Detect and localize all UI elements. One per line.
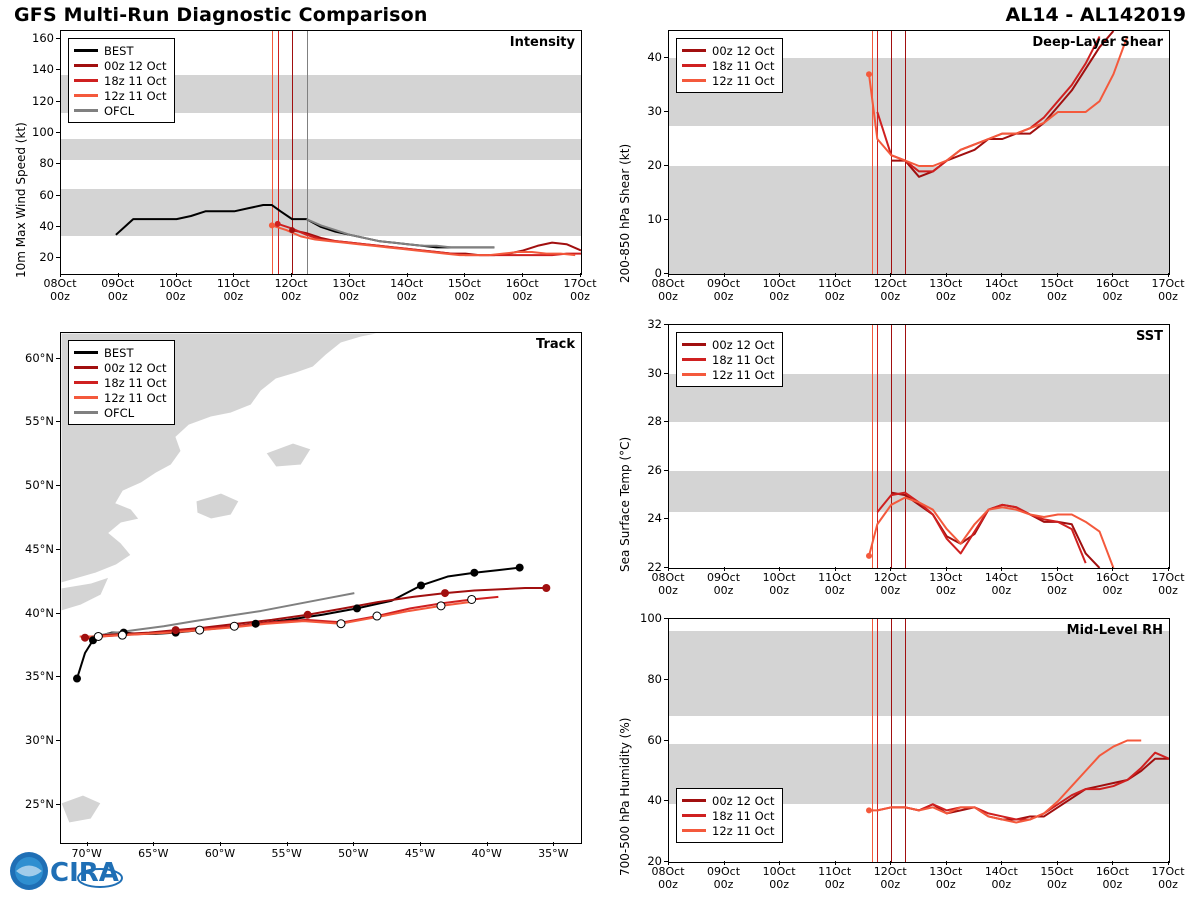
track-marker — [94, 632, 102, 640]
x-tick-label: 70°W — [71, 847, 102, 860]
y-tick-label: 22 — [647, 560, 662, 574]
x-tick-mark — [946, 567, 947, 571]
x-tick-label: 12Oct 00z — [274, 277, 308, 303]
x-tick-label: 15Oct 00z — [1040, 571, 1074, 597]
track-title: Track — [536, 337, 575, 352]
intensity-legend — [68, 38, 175, 123]
x-tick-mark — [1001, 861, 1002, 865]
y-tick-label: 20 — [39, 250, 54, 265]
y-tick-label: 30 — [647, 104, 662, 118]
legend-swatch-18z11 — [74, 79, 98, 82]
track-panel — [0, 330, 595, 890]
y-tick-label: 60°N — [25, 350, 54, 365]
y-tick-label: 55°N — [25, 414, 54, 429]
x-tick-mark — [1057, 273, 1058, 277]
x-tick-label: 14Oct 00z — [984, 277, 1018, 303]
track-marker — [252, 620, 260, 628]
x-tick-label: 16Oct 00z — [505, 277, 539, 303]
x-tick-mark — [890, 273, 891, 277]
intensity-panel — [0, 28, 595, 313]
legend-swatch-18z11 — [682, 64, 706, 67]
x-tick-mark — [835, 567, 836, 571]
x-tick-label: 15Oct 00z — [1040, 277, 1074, 303]
series-line — [272, 225, 575, 255]
series-line — [891, 31, 1113, 177]
legend-label: BEST — [104, 345, 134, 360]
x-tick-mark — [153, 842, 154, 846]
y-tick-label: 45°N — [25, 541, 54, 556]
x-tick-label: 16Oct 00z — [1095, 865, 1129, 891]
y-tick-label: 40°N — [25, 605, 54, 620]
x-tick-mark — [890, 567, 891, 571]
x-tick-mark — [835, 861, 836, 865]
legend-label: 18z 11 Oct — [712, 352, 775, 367]
shear-panel — [600, 28, 1200, 313]
x-tick-label: 16Oct 00z — [1095, 571, 1129, 597]
series-marker — [866, 807, 872, 813]
x-tick-mark — [1001, 567, 1002, 571]
x-tick-label: 13Oct 00z — [929, 571, 963, 597]
x-tick-label: 11Oct 00z — [216, 277, 250, 303]
x-tick-label: 10Oct 00z — [762, 277, 796, 303]
y-tick-label: 35°N — [25, 669, 54, 684]
y-tick-label: 20 — [647, 158, 662, 172]
x-tick-label: 13Oct 00z — [929, 865, 963, 891]
x-tick-label: 17Oct 00z — [1151, 277, 1185, 303]
legend-label: 18z 11 Oct — [104, 73, 167, 88]
track-line — [77, 568, 520, 679]
legend-item — [74, 345, 167, 360]
x-tick-label: 60°W — [204, 847, 236, 860]
legend-swatch-18z11 — [682, 358, 706, 361]
y-tick-label: 0 — [654, 266, 662, 280]
x-tick-mark — [1168, 861, 1169, 865]
x-tick-mark — [779, 861, 780, 865]
x-tick-mark — [946, 861, 947, 865]
series-line — [877, 36, 1099, 171]
series-marker — [289, 227, 295, 233]
track-marker — [337, 620, 345, 628]
legend-label: BEST — [104, 43, 134, 58]
x-tick-label: 13Oct 00z — [332, 277, 366, 303]
legend-label: 12z 11 Oct — [104, 88, 167, 103]
x-tick-mark — [779, 567, 780, 571]
track-marker — [417, 581, 425, 589]
x-tick-mark — [233, 273, 234, 277]
x-tick-mark — [349, 273, 350, 277]
x-tick-mark — [1057, 861, 1058, 865]
sst-legend — [676, 332, 783, 387]
x-tick-mark — [464, 273, 465, 277]
legend-item — [74, 58, 167, 73]
x-tick-label: 14Oct 00z — [984, 865, 1018, 891]
series-marker — [275, 221, 281, 227]
legend-item — [682, 352, 775, 367]
x-tick-label: 08Oct 00z — [651, 277, 685, 303]
x-tick-label: 15Oct 00z — [447, 277, 481, 303]
x-tick-label: 12Oct 00z — [873, 571, 907, 597]
track-marker — [468, 595, 476, 603]
x-tick-label: 09Oct 00z — [707, 277, 741, 303]
x-tick-mark — [553, 842, 554, 846]
y-tick-label: 60 — [647, 732, 662, 747]
x-tick-mark — [487, 842, 488, 846]
shear-y-axis-label: 200-850 hPa Shear (kt) — [618, 143, 632, 283]
legend-swatch-12z11 — [682, 373, 706, 376]
sst-panel — [600, 317, 1200, 607]
cira-logo-text: CIRA — [50, 858, 119, 888]
x-tick-mark — [1001, 273, 1002, 277]
intensity-y-axis-label: 10m Max Wind Speed (kt) — [14, 122, 28, 278]
x-tick-label: 14Oct 00z — [390, 277, 424, 303]
series-line — [116, 205, 494, 247]
track-marker — [542, 584, 550, 592]
y-tick-label: 160 — [32, 30, 54, 45]
track-marker — [73, 675, 81, 683]
legend-item — [682, 793, 775, 808]
legend-item — [682, 808, 775, 823]
track-marker — [118, 631, 126, 639]
shear-title: Deep-Layer Shear — [1032, 35, 1163, 50]
x-tick-label: 11Oct 00z — [818, 277, 852, 303]
x-tick-label: 50°W — [338, 847, 369, 860]
legend-label: 00z 12 Oct — [104, 58, 167, 73]
x-tick-label: 10Oct 00z — [159, 277, 193, 303]
y-tick-label: 80 — [647, 671, 662, 686]
sst-title: SST — [1135, 329, 1163, 344]
x-tick-mark — [724, 567, 725, 571]
legend-swatch-00z12 — [682, 799, 706, 802]
legend-item — [74, 73, 167, 88]
legend-label: 00z 12 Oct — [712, 793, 775, 808]
legend-label: 12z 11 Oct — [104, 390, 167, 405]
y-tick-label: 40 — [647, 793, 662, 808]
track-marker — [81, 634, 89, 642]
series-marker — [866, 553, 872, 559]
x-tick-mark — [1168, 567, 1169, 571]
legend-label: OFCL — [104, 103, 135, 118]
legend-item — [682, 73, 775, 88]
x-tick-label: 16Oct 00z — [1095, 277, 1129, 303]
legend-label: 00z 12 Oct — [712, 43, 775, 58]
x-tick-mark — [1168, 273, 1169, 277]
x-tick-mark — [890, 861, 891, 865]
legend-swatch-12z11 — [682, 829, 706, 832]
x-tick-mark — [60, 273, 61, 277]
series-line — [891, 759, 1169, 820]
series-line — [877, 493, 1085, 563]
x-tick-mark — [176, 273, 177, 277]
legend-item — [74, 360, 167, 375]
x-tick-mark — [580, 273, 581, 277]
x-tick-mark — [1112, 861, 1113, 865]
x-tick-label: 09Oct 00z — [707, 571, 741, 597]
legend-label: 12z 11 Oct — [712, 73, 775, 88]
legend-item — [74, 375, 167, 390]
x-tick-label: 11Oct 00z — [818, 571, 852, 597]
legend-swatch-00z12 — [682, 343, 706, 346]
x-tick-mark — [946, 273, 947, 277]
legend-swatch-ofcl — [74, 109, 98, 112]
legend-label: 18z 11 Oct — [712, 808, 775, 823]
legend-label: 00z 12 Oct — [712, 337, 775, 352]
x-tick-label: 15Oct 00z — [1040, 865, 1074, 891]
x-tick-mark — [407, 273, 408, 277]
y-tick-label: 30°N — [25, 733, 54, 747]
x-tick-mark — [668, 861, 669, 865]
legend-item — [74, 88, 167, 103]
legend-label: OFCL — [104, 405, 135, 420]
legend-swatch-ofcl — [74, 411, 98, 414]
x-tick-label: 11Oct 00z — [818, 865, 852, 891]
x-tick-label: 45°W — [404, 847, 436, 860]
track-legend — [68, 340, 175, 425]
legend-item — [74, 390, 167, 405]
legend-swatch-00z12 — [74, 64, 98, 67]
header — [0, 4, 1200, 30]
x-tick-label: 08Oct 00z — [43, 277, 77, 303]
x-tick-mark — [1112, 567, 1113, 571]
x-tick-mark — [724, 273, 725, 277]
legend-label: 00z 12 Oct — [104, 360, 167, 375]
x-tick-label: 55°W — [271, 847, 302, 860]
legend-label: 18z 11 Oct — [712, 58, 775, 73]
x-tick-label: 35°W — [538, 847, 569, 860]
legend-item — [682, 823, 775, 838]
legend-item — [74, 43, 167, 58]
shear-legend — [676, 38, 783, 93]
storm-id: AL14 - AL142019 — [1005, 4, 1186, 26]
x-tick-mark — [87, 842, 88, 846]
x-tick-mark — [220, 842, 221, 846]
track-marker — [516, 564, 524, 572]
legend-swatch-best — [74, 49, 98, 52]
y-tick-label: 80 — [39, 156, 54, 171]
rh-y-axis-label: 700-500 hPa Humidity (%) — [618, 717, 632, 876]
track-line — [85, 588, 546, 638]
legend-swatch-00z12 — [74, 366, 98, 369]
track-marker — [304, 611, 312, 619]
x-tick-mark — [287, 842, 288, 846]
y-tick-label: 40 — [39, 218, 54, 233]
y-tick-label: 120 — [32, 93, 54, 108]
rh-panel — [600, 611, 1200, 901]
series-marker — [269, 222, 275, 228]
legend-item — [74, 103, 167, 118]
x-tick-label: 17Oct 00z — [563, 277, 597, 303]
legend-item — [682, 367, 775, 382]
x-tick-mark — [724, 861, 725, 865]
y-tick-label: 28 — [647, 414, 662, 429]
y-tick-label: 100 — [640, 611, 662, 625]
x-tick-mark — [668, 567, 669, 571]
x-tick-label: 12Oct 00z — [873, 865, 907, 891]
x-tick-mark — [118, 273, 119, 277]
x-tick-label: 10Oct 00z — [762, 571, 796, 597]
x-tick-label: 65°W — [138, 847, 169, 860]
y-tick-label: 50°N — [25, 478, 54, 492]
x-tick-label: 08Oct 00z — [651, 865, 685, 891]
legend-swatch-12z11 — [74, 94, 98, 97]
series-line — [869, 741, 1141, 823]
track-marker — [373, 612, 381, 620]
track-marker — [196, 626, 204, 634]
x-tick-label: 12Oct 00z — [873, 277, 907, 303]
x-tick-label: 10Oct 00z — [762, 865, 796, 891]
x-tick-mark — [779, 273, 780, 277]
rh-legend — [676, 788, 783, 843]
page-title: GFS Multi-Run Diagnostic Comparison — [14, 4, 428, 26]
rh-title: Mid-Level RH — [1066, 623, 1163, 638]
track-marker — [230, 622, 238, 630]
x-tick-mark — [353, 842, 354, 846]
x-tick-label: 09Oct 00z — [101, 277, 135, 303]
legend-item — [682, 43, 775, 58]
x-tick-mark — [668, 273, 669, 277]
x-tick-mark — [1112, 273, 1113, 277]
intensity-title: Intensity — [509, 35, 575, 50]
y-tick-label: 40 — [647, 50, 662, 64]
x-tick-label: 09Oct 00z — [707, 865, 741, 891]
track-marker — [470, 569, 478, 577]
cira-logo — [8, 848, 128, 894]
legend-label: 12z 11 Oct — [712, 823, 775, 838]
x-tick-mark — [291, 273, 292, 277]
y-tick-label: 26 — [647, 462, 662, 477]
x-tick-label: 17Oct 00z — [1151, 865, 1185, 891]
legend-label: 18z 11 Oct — [104, 375, 167, 390]
x-tick-mark — [420, 842, 421, 846]
legend-swatch-18z11 — [74, 381, 98, 384]
legend-item — [74, 405, 167, 420]
x-tick-label: 08Oct 00z — [651, 571, 685, 597]
sst-y-axis-label: Sea Surface Temp (°C) — [618, 436, 632, 572]
series-line — [307, 219, 495, 247]
track-marker — [441, 589, 449, 597]
x-tick-label: 17Oct 00z — [1151, 571, 1185, 597]
legend-swatch-18z11 — [682, 814, 706, 817]
x-tick-label: 13Oct 00z — [929, 277, 963, 303]
x-tick-label: 40°W — [471, 847, 502, 860]
y-tick-label: 20 — [647, 854, 662, 868]
legend-swatch-best — [74, 351, 98, 354]
y-tick-label: 32 — [647, 317, 662, 331]
legend-item — [682, 337, 775, 352]
x-tick-mark — [1057, 567, 1058, 571]
legend-swatch-12z11 — [682, 79, 706, 82]
legend-swatch-00z12 — [682, 49, 706, 52]
y-tick-label: 10 — [647, 212, 662, 226]
track-marker — [353, 604, 361, 612]
legend-item — [682, 58, 775, 73]
legend-swatch-12z11 — [74, 396, 98, 399]
y-tick-label: 25°N — [25, 796, 54, 811]
series-marker — [866, 71, 872, 77]
x-tick-label: 14Oct 00z — [984, 571, 1018, 597]
y-tick-label: 24 — [647, 511, 662, 526]
x-tick-mark — [522, 273, 523, 277]
track-marker — [437, 602, 445, 610]
y-tick-label: 140 — [32, 62, 54, 77]
y-tick-label: 100 — [32, 124, 54, 139]
y-tick-label: 60 — [39, 187, 54, 202]
y-tick-label: 30 — [647, 365, 662, 380]
legend-label: 12z 11 Oct — [712, 367, 775, 382]
x-tick-mark — [835, 273, 836, 277]
track-marker — [172, 626, 180, 634]
